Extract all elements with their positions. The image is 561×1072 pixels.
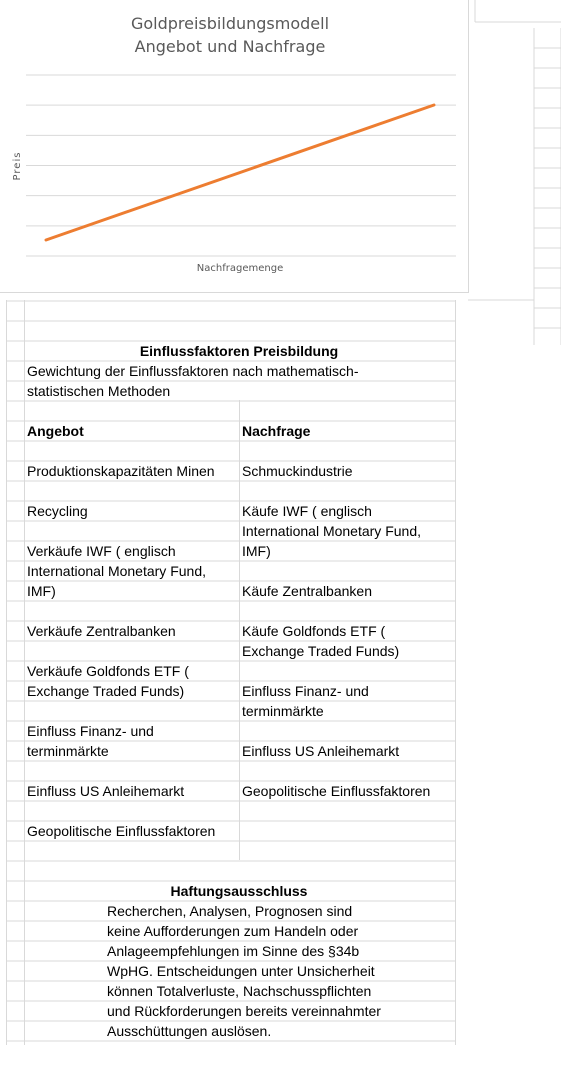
supply-item: IMF) bbox=[27, 583, 56, 599]
supply-item: Einfluss Finanz- und bbox=[27, 723, 154, 739]
supply-item: Verkäufe Zentralbanken bbox=[27, 623, 176, 639]
supply-item: International Monetary Fund, bbox=[27, 563, 206, 579]
supply-item: Verkäufe IWF ( englisch bbox=[27, 543, 176, 559]
x-axis-label: Nachfragemenge bbox=[196, 263, 284, 274]
heading: Einflussfaktoren Preisbildung bbox=[139, 343, 339, 359]
supply-item: terminmärkte bbox=[27, 743, 109, 759]
chart-plot bbox=[0, 0, 468, 292]
disclaimer-line: WpHG. Entscheidungen unter Unsicherheit bbox=[107, 963, 375, 979]
supply-item: Produktionskapazitäten Minen bbox=[27, 463, 215, 479]
demand-item: Käufe Zentralbanken bbox=[242, 583, 372, 599]
subtitle-line2: statistischen Methoden bbox=[27, 383, 171, 399]
chart[interactable] bbox=[0, 0, 469, 293]
disclaimer-line: und Rückforderungen bereits vereinnahmter bbox=[107, 1003, 381, 1019]
demand-item: terminmärkte bbox=[242, 703, 324, 719]
supply-item: Geopolitische Einflussfaktoren bbox=[27, 823, 216, 839]
subtitle-line1: Gewichtung der Einflussfaktoren nach mathematisch- bbox=[27, 363, 359, 379]
demand-line bbox=[46, 105, 434, 240]
disclaimer-line: können Totalverluste, Nachschusspflichten bbox=[107, 983, 372, 999]
demand-item: IMF) bbox=[242, 543, 271, 559]
col-header-demand: Nachfrage bbox=[242, 423, 311, 439]
supply-item: Exchange Traded Funds) bbox=[27, 683, 185, 699]
demand-item: Schmuckindustrie bbox=[242, 463, 353, 479]
supply-item: Einfluss US Anleihemarkt bbox=[27, 783, 185, 799]
supply-item: Verkäufe Goldfonds ETF ( bbox=[27, 663, 189, 679]
disclaimer-line: Anlageempfehlungen im Sinne des §34b bbox=[107, 943, 360, 959]
demand-item: Einfluss US Anleihemarkt bbox=[242, 743, 400, 759]
demand-item: Geopolitische Einflussfaktoren bbox=[242, 783, 431, 799]
demand-item: Exchange Traded Funds) bbox=[242, 643, 400, 659]
disclaimer-title: Haftungsausschluss bbox=[170, 883, 308, 899]
spreadsheet[interactable] bbox=[6, 300, 456, 1045]
chart-title-line2: Angebot und Nachfrage bbox=[134, 37, 326, 56]
demand-item: Einfluss Finanz- und bbox=[242, 683, 369, 699]
demand-item: Käufe IWF ( englisch bbox=[242, 503, 372, 519]
disclaimer-line: keine Aufforderungen zum Handeln oder bbox=[107, 923, 359, 939]
supply-item: Recycling bbox=[27, 503, 88, 519]
col-header-supply: Angebot bbox=[27, 423, 84, 439]
disclaimer-line: Ausschüttungen auslösen. bbox=[107, 1023, 272, 1039]
chart-title-line1: Goldpreisbildungsmodell bbox=[130, 14, 330, 33]
demand-item: International Monetary Fund, bbox=[242, 523, 421, 539]
demand-item: Käufe Goldfonds ETF ( bbox=[242, 623, 386, 639]
disclaimer-line: Recherchen, Analysen, Prognosen sind bbox=[107, 903, 353, 919]
y-axis-label: Preis bbox=[12, 151, 23, 181]
